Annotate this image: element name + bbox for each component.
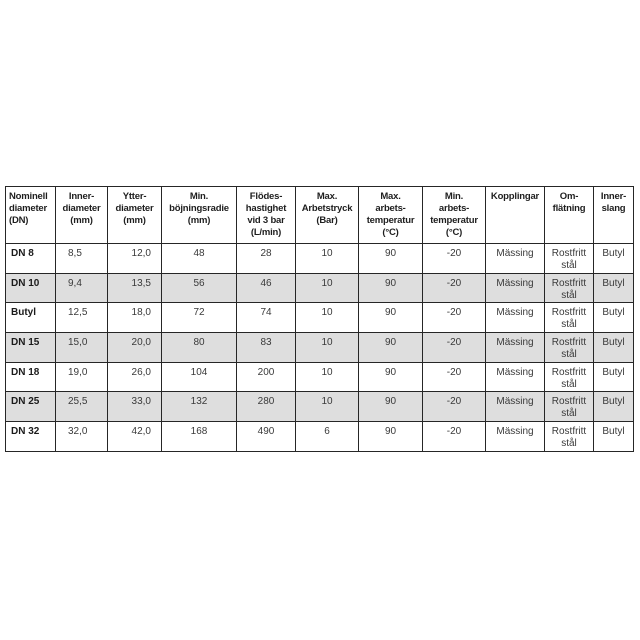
min-temperature-cell: -20 — [423, 392, 486, 422]
inner-hose-cell: Butyl — [594, 422, 634, 452]
inner-hose-header: Inner- slang — [594, 187, 634, 244]
flow-rate-cell: 46 — [237, 273, 296, 303]
flow-rate-cell: 200 — [237, 362, 296, 392]
table-row — [6, 273, 634, 303]
braiding-header: Om- flätning — [545, 187, 594, 244]
min-temperature-cell: -20 — [423, 362, 486, 392]
hose-spec-table — [5, 186, 634, 452]
inner-diameter-cell: 8,5 — [56, 244, 108, 274]
outer-diameter-header: Ytter- diameter (mm) — [108, 187, 162, 244]
flow-rate-cell: 74 — [237, 303, 296, 333]
header-row — [6, 187, 634, 244]
bend-radius-cell: 72 — [162, 303, 237, 333]
braiding-cell: Rostfritt stål — [545, 244, 594, 274]
outer-diameter-cell: 26,0 — [108, 362, 162, 392]
couplings-cell: Mässing — [486, 303, 545, 333]
inner-hose-cell: Butyl — [594, 392, 634, 422]
inner-diameter-cell: 19,0 — [56, 362, 108, 392]
outer-diameter-cell: 13,5 — [108, 273, 162, 303]
min-temperature-cell: -20 — [423, 303, 486, 333]
working-pressure-cell: 6 — [296, 422, 359, 452]
nominal-diameter-cell: DN 15 — [6, 333, 56, 363]
couplings-cell: Mässing — [486, 333, 545, 363]
braiding-cell: Rostfritt stål — [545, 392, 594, 422]
working-pressure-cell: 10 — [296, 273, 359, 303]
inner-hose-cell: Butyl — [594, 244, 634, 274]
bend-radius-cell: 132 — [162, 392, 237, 422]
inner-diameter-cell: 9,4 — [56, 273, 108, 303]
braiding-cell: Rostfritt stål — [545, 303, 594, 333]
braiding-cell: Rostfritt stål — [545, 333, 594, 363]
inner-hose-cell: Butyl — [594, 362, 634, 392]
couplings-header: Kopplingar — [486, 187, 545, 244]
nominal-diameter-cell: DN 32 — [6, 422, 56, 452]
table-row — [6, 303, 634, 333]
outer-diameter-cell: 42,0 — [108, 422, 162, 452]
flow-rate-cell: 490 — [237, 422, 296, 452]
table-row — [6, 362, 634, 392]
inner-diameter-cell: 25,5 — [56, 392, 108, 422]
working-pressure-cell: 10 — [296, 362, 359, 392]
nominal-diameter-cell: DN 10 — [6, 273, 56, 303]
min-temperature-header: Min. arbets- temperatur (°C) — [423, 187, 486, 244]
inner-diameter-cell: 15,0 — [56, 333, 108, 363]
working-pressure-cell: 10 — [296, 392, 359, 422]
flow-rate-cell: 28 — [237, 244, 296, 274]
min-temperature-cell: -20 — [423, 333, 486, 363]
inner-diameter-cell: 12,5 — [56, 303, 108, 333]
max-temperature-cell: 90 — [359, 422, 423, 452]
inner-diameter-header: Inner- diameter (mm) — [56, 187, 108, 244]
working-pressure-header: Max. Arbetstryck (Bar) — [296, 187, 359, 244]
table-row — [6, 333, 634, 363]
flow-rate-header: Flödes- hastighet vid 3 bar (L/min) — [237, 187, 296, 244]
inner-hose-cell: Butyl — [594, 303, 634, 333]
flow-rate-cell: 83 — [237, 333, 296, 363]
bend-radius-cell: 80 — [162, 333, 237, 363]
outer-diameter-cell: 20,0 — [108, 333, 162, 363]
min-temperature-cell: -20 — [423, 273, 486, 303]
couplings-cell: Mässing — [486, 273, 545, 303]
outer-diameter-cell: 33,0 — [108, 392, 162, 422]
bend-radius-cell: 104 — [162, 362, 237, 392]
couplings-cell: Mässing — [486, 422, 545, 452]
max-temperature-cell: 90 — [359, 273, 423, 303]
max-temperature-cell: 90 — [359, 303, 423, 333]
working-pressure-cell: 10 — [296, 303, 359, 333]
inner-hose-cell: Butyl — [594, 333, 634, 363]
nominal-diameter-cell: DN 8 — [6, 244, 56, 274]
couplings-cell: Mässing — [486, 244, 545, 274]
max-temperature-cell: 90 — [359, 362, 423, 392]
table-row — [6, 392, 634, 422]
nominal-diameter-header: Nominell diameter (DN) — [6, 187, 56, 244]
working-pressure-cell: 10 — [296, 244, 359, 274]
max-temperature-cell: 90 — [359, 244, 423, 274]
bend-radius-cell: 168 — [162, 422, 237, 452]
couplings-cell: Mässing — [486, 362, 545, 392]
inner-hose-cell: Butyl — [594, 273, 634, 303]
flow-rate-cell: 280 — [237, 392, 296, 422]
max-temperature-cell: 90 — [359, 333, 423, 363]
max-temperature-cell: 90 — [359, 392, 423, 422]
couplings-cell: Mässing — [486, 392, 545, 422]
working-pressure-cell: 10 — [296, 333, 359, 363]
braiding-cell: Rostfritt stål — [545, 362, 594, 392]
nominal-diameter-cell: DN 18 — [6, 362, 56, 392]
braiding-cell: Rostfritt stål — [545, 422, 594, 452]
inner-diameter-cell: 32,0 — [56, 422, 108, 452]
min-temperature-cell: -20 — [423, 244, 486, 274]
table-row — [6, 244, 634, 274]
table-row — [6, 422, 634, 452]
nominal-diameter-cell: DN 25 — [6, 392, 56, 422]
min-temperature-cell: -20 — [423, 422, 486, 452]
max-temperature-header: Max. arbets- temperatur (°C) — [359, 187, 423, 244]
outer-diameter-cell: 12,0 — [108, 244, 162, 274]
bend-radius-cell: 56 — [162, 273, 237, 303]
nominal-diameter-cell: Butyl — [6, 303, 56, 333]
outer-diameter-cell: 18,0 — [108, 303, 162, 333]
bend-radius-header: Min. böjningsradie (mm) — [162, 187, 237, 244]
bend-radius-cell: 48 — [162, 244, 237, 274]
braiding-cell: Rostfritt stål — [545, 273, 594, 303]
